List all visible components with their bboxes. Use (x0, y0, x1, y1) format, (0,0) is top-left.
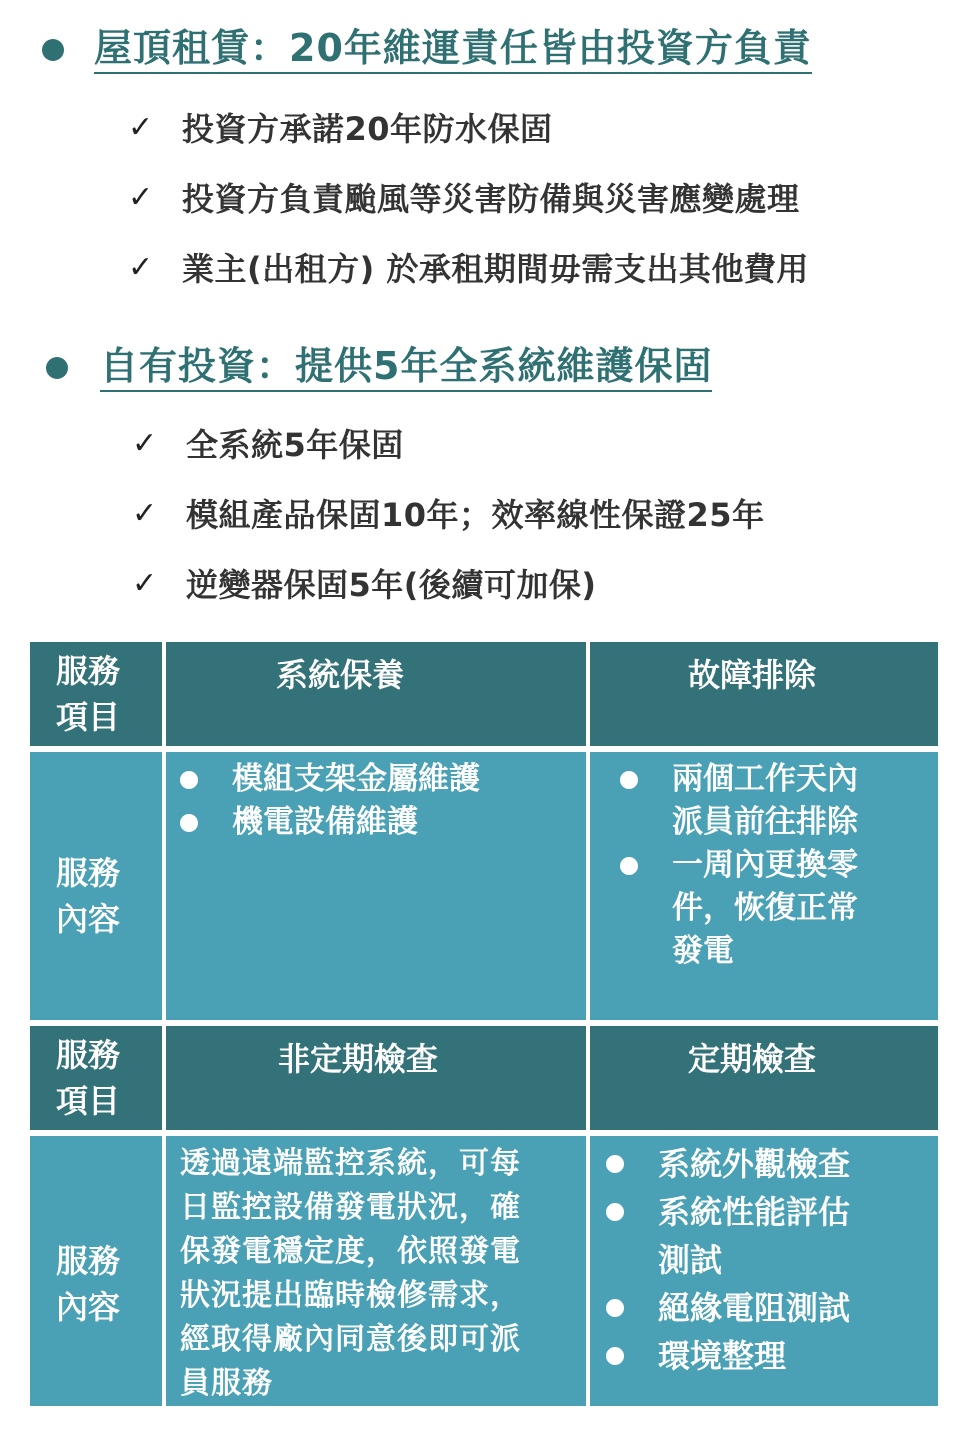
section2-item-3 (132, 560, 597, 606)
list-item (658, 1188, 938, 1284)
bullet-dot-icon (620, 771, 638, 789)
bullet-dot-icon (180, 814, 198, 832)
table2-col2-body (590, 1136, 938, 1406)
list-item (658, 1284, 938, 1332)
list-item-text: 模組支架金屬維護 (232, 761, 480, 797)
table1-label-item (30, 642, 162, 746)
bullet-dot-icon (620, 857, 638, 875)
bullet-dot-icon (42, 39, 64, 61)
section2-heading (46, 344, 712, 392)
bullet-list (672, 758, 938, 973)
check-icon: ✓ (128, 109, 154, 145)
row-label: 服務 內容 (56, 854, 121, 938)
table2-col1-header (166, 1026, 586, 1130)
table1-col1-header (166, 642, 586, 746)
item-text: 模組產品保固10年；效率線性保證25年 (186, 496, 765, 534)
bullet-list (232, 758, 586, 844)
item-text: 業主(出租方) 於承租期間毋需支出其他費用 (182, 250, 809, 288)
list-item (232, 801, 586, 844)
row-label: 服務 內容 (56, 1242, 121, 1326)
list-item-text: 機電設備維護 (232, 804, 418, 840)
list-item-text: 兩個工作天內 派員前往排除 (672, 761, 858, 840)
item-text: 投資方負責颱風等災害防備與災害應變處理 (182, 180, 800, 218)
section1-heading (42, 26, 812, 74)
check-icon: ✓ (128, 179, 154, 215)
column-header: 故障排除 (688, 656, 817, 694)
check-icon: ✓ (132, 565, 158, 601)
column-header: 系統保養 (276, 656, 405, 694)
item-text: 投資方承諾20年防水保固 (182, 110, 553, 148)
table1-col2-body (590, 752, 938, 1020)
section1-item-2 (128, 174, 800, 220)
list-item-text: 環境整理 (658, 1337, 787, 1375)
table1-col2-header (590, 642, 938, 746)
section1-item-3 (128, 244, 809, 290)
bullet-dot-icon (606, 1299, 624, 1317)
check-icon: ✓ (128, 249, 154, 285)
bullet-dot-icon (606, 1155, 624, 1173)
row-label: 服務 項目 (56, 652, 121, 736)
list-item (672, 758, 938, 844)
list-item-text: 系統性能評估 測試 (658, 1193, 851, 1279)
list-item (658, 1140, 938, 1188)
bullet-dot-icon (606, 1347, 624, 1365)
table2-label-item (30, 1026, 162, 1130)
description-text: 透過遠端監控系統，可每 日監控設備發電狀況，確 保發電穩定度，依照發電 狀況提出臨時檢修需求， 經取得廠內同意後即可派 員服務 (180, 1146, 521, 1401)
list-item-text: 絕緣電阻測試 (658, 1289, 851, 1327)
section2-title: 自有投資：提供5年全系統維護保固 (100, 344, 712, 392)
section2-item-1 (132, 420, 404, 466)
column-header: 非定期檢查 (278, 1040, 439, 1078)
table1-label-content (30, 752, 162, 1020)
list-item (672, 844, 938, 973)
row-label: 服務 項目 (56, 1036, 121, 1120)
check-icon: ✓ (132, 495, 158, 531)
bullet-dot-icon (46, 357, 68, 379)
section2-item-2 (132, 490, 765, 536)
table2-label-content (30, 1136, 162, 1406)
bullet-dot-icon (606, 1203, 624, 1221)
item-text: 逆變器保固5年(後續可加保) (186, 566, 597, 604)
bullet-dot-icon (180, 771, 198, 789)
check-icon: ✓ (132, 425, 158, 461)
table2-col2-header (590, 1026, 938, 1130)
section1-title: 屋頂租賃：20年維運責任皆由投資方負責 (94, 26, 812, 74)
table1-col1-body (166, 752, 586, 1020)
item-text: 全系統5年保固 (186, 426, 404, 464)
list-item-text: 系統外觀檢查 (658, 1145, 851, 1183)
list-item-text: 一周內更換零 件，恢復正常 發電 (672, 847, 858, 969)
table2-col1-body (166, 1136, 586, 1406)
list-item (658, 1332, 938, 1380)
column-header: 定期檢查 (688, 1040, 817, 1078)
section1-item-1 (128, 104, 553, 150)
bullet-list (658, 1140, 938, 1380)
list-item (232, 758, 586, 801)
